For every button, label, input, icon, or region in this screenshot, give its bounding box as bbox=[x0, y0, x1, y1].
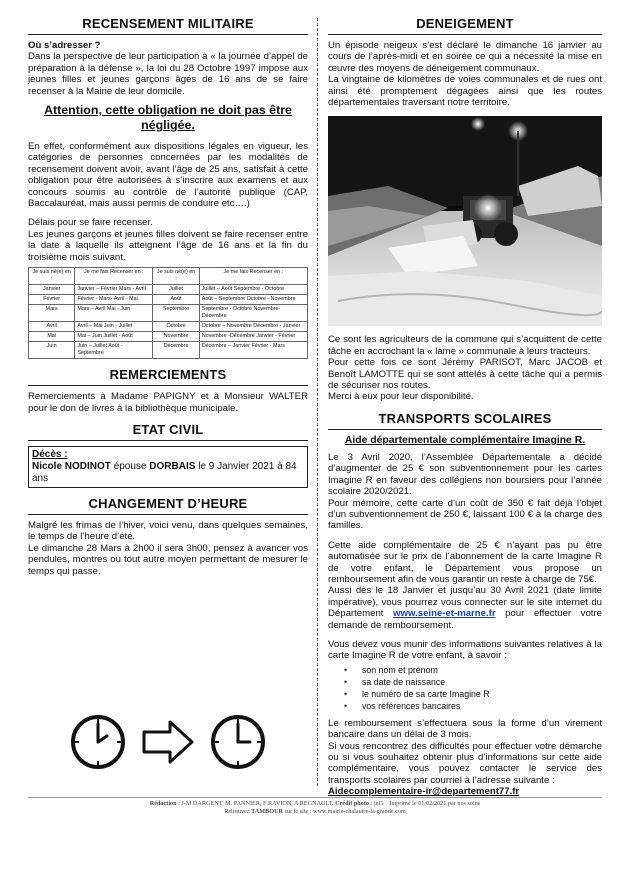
left-column bbox=[28, 14, 308, 577]
table-cell: Août bbox=[153, 295, 199, 305]
remerciements-title: REMERCIEMENTS bbox=[28, 365, 308, 386]
spouse-name: DORBAIS bbox=[149, 460, 196, 472]
contact-email[interactable]: Aidecomplementaire-ir@departement77.fr bbox=[328, 786, 520, 798]
table-cell: Novembre -Décembre Janvier - Février bbox=[199, 332, 307, 342]
where-question: Où s’adresser ? bbox=[28, 40, 101, 51]
list-item: • sa date de naissance bbox=[362, 676, 602, 688]
table-row bbox=[29, 305, 308, 322]
heure-p2: Le dimanche 28 Mars à 2h00 il sera 3h00, pensez à avancer vos pendules, montres ou tout autre moyen permettant de mesurer le temps qui passe. bbox=[28, 542, 308, 577]
remerciements-text: Remerciements à Madame PAPIGNY et à Monsieur WALTER pour le don de livres à la bibliothèque municipale. bbox=[28, 391, 308, 414]
footer-redaction: : J-M DARGENT, M. PANNIER, F RAVION, A REGNAULT. bbox=[178, 800, 334, 807]
table-row bbox=[29, 322, 308, 332]
footer-tambour: TAMBOUR bbox=[251, 808, 284, 815]
deneigement-p4: Pour cette fois ce sont Jérémy PARISOT, Marc JACOB et Benoît LAMOTTE qui se sont attelés à cette tâche qui a permis de sécuriser nos routes. bbox=[328, 357, 602, 392]
table-cell: Décembre – Janvier Février - Mars bbox=[199, 342, 307, 359]
table-cell: Juillet bbox=[153, 285, 199, 295]
transports-p4-start: Aussi dès le 18 Janvier et jusqu’au 30 Avril 2021 (date limite impérative), vous pourrez vous connecter sur le site internet du Département bbox=[328, 585, 602, 620]
table-header: Je suis né(e) en : bbox=[153, 268, 199, 285]
table-cell: Septembre - Octobre Novembre-Décembre bbox=[199, 305, 307, 322]
list-item: • le numéro de sa carte Imagine R bbox=[362, 688, 602, 700]
footer-credit-label: Crédit photo bbox=[335, 800, 369, 807]
table-cell: Février bbox=[29, 295, 75, 305]
table-cell: Février - Mars- Avril - Mai bbox=[75, 295, 153, 305]
deces-label: Décès : bbox=[32, 448, 68, 460]
table-cell: Juillet – Août Septembre - Octobre bbox=[199, 285, 307, 295]
footer-line-2 bbox=[28, 808, 602, 816]
table-cell: Octobre – Novembre Décembre - Janvier bbox=[199, 322, 307, 332]
transports-p5: Vous devez vous munir des informations suivantes relatives à la carte Imagine R de votre enfant, à savoir : bbox=[328, 638, 602, 662]
table-cell: Juin – Juillet Août - Septembre bbox=[75, 342, 153, 359]
recensement-title: RECENSEMENT MILITAIRE bbox=[28, 14, 308, 35]
table-cell: Septembre bbox=[153, 305, 199, 322]
table-cell: Avril – Mai Juin - Juillet bbox=[75, 322, 153, 332]
footer-printed: Imprimé le 01/02/2021 par nos soins bbox=[389, 800, 481, 807]
transports-p4-end: pour effectuer votre demande de remboursement. bbox=[328, 608, 602, 631]
table-cell: Octobre bbox=[153, 322, 199, 332]
table-cell: Janvier bbox=[29, 285, 75, 295]
transports-p1: Le 3 Avril 2020, l’Assemblée Départementale a décidé d’augmenter de 25 € son subventionnement pour les cartes Imagine R en faveur des collégiens non boursiers pour l’année scolaire 2020/2021. bbox=[328, 451, 602, 498]
transports-subtitle: Aide départementale complémentaire Imagine R. bbox=[344, 434, 586, 446]
footer-divider bbox=[28, 797, 602, 798]
time-change-illustration bbox=[70, 712, 270, 772]
transports-p6: Le remboursement s’effectuera sous la forme d’un virement bancaire dans un délai de 3 mois. bbox=[328, 717, 602, 741]
table-header: Je me fais Recenser en : bbox=[75, 268, 153, 285]
epouse-word: épouse bbox=[113, 460, 147, 472]
table-cell: Avril bbox=[29, 322, 75, 332]
table-header: Je suis né(e) en : bbox=[29, 268, 75, 285]
table-row bbox=[29, 342, 308, 359]
clock-icon bbox=[213, 717, 263, 767]
footer-credit: : jnG bbox=[370, 800, 384, 807]
table-cell: Novembre bbox=[153, 332, 199, 342]
heure-p1: Malgré les frimas de l’hiver, voici venu, dans quelques semaines, le temps de l’heure d’été. bbox=[28, 519, 308, 543]
deneigement-p2: La vingtaine de kilomètres de voies communales et de rues ont ainsi été promptement dégagées ainsi que les routes départementales traversant notre territoire. bbox=[328, 74, 602, 109]
footer-redaction-label: Rédaction bbox=[149, 800, 177, 807]
deneigement-title: DENEIGEMENT bbox=[328, 14, 602, 35]
deces-entry bbox=[32, 461, 304, 485]
deneigement-p5: Merci à eux pour leur disponibilité. bbox=[328, 391, 474, 403]
table-cell: Décembre bbox=[153, 342, 199, 359]
deces-detail: le 9 Janvier 2021 à 84 ans bbox=[32, 460, 297, 484]
table-header: Je me fais Recenser en : bbox=[199, 268, 307, 285]
arrow-right-icon bbox=[144, 722, 192, 762]
deceased-name: Nicole NODINOT bbox=[32, 460, 111, 472]
etat-civil-title: ETAT CIVIL bbox=[28, 420, 308, 441]
recensement-intro: Dans la perspective de leur participation à « la journée d’appel de préparation à la défense », la loi du 28 Octobre 1997 impose aux jeunes filles et jeunes garçons âgés de 16 ans de se faire recenser à la Mairie de leur domicile. bbox=[28, 51, 308, 97]
right-column bbox=[328, 14, 602, 798]
deneigement-p1: Un épisode neigeux s’est déclaré le dimanche 16 janvier au cours de l’après-midi et en soirée ce qui a nécessité la mise en œuvre des moyens de déneigement communaux. bbox=[328, 40, 602, 74]
transports-p2: Pour mémoire, cette carte d’un coût de 350 € fait déjà l’objet d’un subventionnement de 250 €, laissant 100 € à la charge des familles. bbox=[328, 497, 602, 532]
attention-heading: Attention, cette obligation ne doit pas être négligée. bbox=[44, 103, 292, 133]
recensement-body: En effet, conformément aux dispositions légales en vigueur, les catégories de personnes concernées par les modalités de recensement doivent avoir, avant l’âge de 25 ans, satisfait à cette obligation pour être autorisées à s’inscrire aux examens et aux concours soumis au contrôle de l’autorité publique (CAP, Baccalauréat, mais aussi permis de conduire etc….) bbox=[28, 141, 308, 210]
table-cell: Mai bbox=[29, 332, 75, 342]
table-cell: Janvier – Février Mars - Avril bbox=[75, 285, 153, 295]
table-row bbox=[29, 332, 308, 342]
list-item: • son nom et prénom bbox=[362, 664, 602, 676]
list-item: • vos références bancaires bbox=[362, 700, 602, 712]
table-cell: Août – Septembre Octobre - Novembre bbox=[199, 295, 307, 305]
table-row bbox=[29, 295, 308, 305]
footer-retrouvez: Retrouvez bbox=[224, 808, 250, 815]
column-divider bbox=[317, 18, 318, 786]
footer bbox=[28, 800, 602, 816]
birth-month-table bbox=[28, 267, 308, 359]
table-cell: Juin bbox=[29, 342, 75, 359]
etat-civil-box bbox=[28, 446, 308, 488]
table-row bbox=[29, 285, 308, 295]
table-header-row bbox=[29, 268, 308, 285]
clock-icon bbox=[73, 717, 123, 767]
footer-line-1 bbox=[28, 800, 602, 808]
transports-p3: Cette aide complémentaire de 25 € n’ayant pas pu être automatisée sur le prix de l’abonnement de la carte Imagine R de votre enfant, le Département vous propose un remboursement afin de vous garantir un reste à charge de 75€. bbox=[328, 539, 602, 585]
table-cell: Mars bbox=[29, 305, 75, 322]
delais-text: Les jeunes garçons et jeunes filles doivent se faire recenser entre la date à laquelle ils atteignent l’âge de 16 ans et la fin du troisième mois suivant. bbox=[28, 228, 308, 263]
transports-p4 bbox=[328, 585, 602, 631]
required-info-list bbox=[328, 664, 602, 712]
deneigement-p3: Ce sont les agriculteurs de la commune qui s’acquittent de cette tâche en accrochant la « lame » communale à leurs tracteurs. bbox=[328, 334, 602, 357]
snow-plough-photo bbox=[328, 116, 602, 326]
heure-title: CHANGEMENT D’HEURE bbox=[28, 494, 308, 515]
delais-heading: Délais pour se faire recenser. bbox=[28, 217, 153, 229]
footer-site[interactable]: sur le site : www.mairie-chalautre-la-grande.com bbox=[284, 808, 406, 815]
table-cell: Mai – Juin Juillet - Août bbox=[75, 332, 153, 342]
table-cell: Mars – Avril Mai - Juin bbox=[75, 305, 153, 322]
transports-p7: Si vous rencontrez des difficultés pour effectuer votre démarche ou si vous souhaitez obtenir plus d’informations sur cette aide complémentaire, vous pouvez contacter le service des transports scolaires par courriel à l’adresse suivante : bbox=[328, 740, 602, 786]
transports-title: TRANSPORTS SCOLAIRES bbox=[328, 409, 602, 430]
department-website-link[interactable]: www.seine-et-marne.fr bbox=[393, 608, 496, 620]
